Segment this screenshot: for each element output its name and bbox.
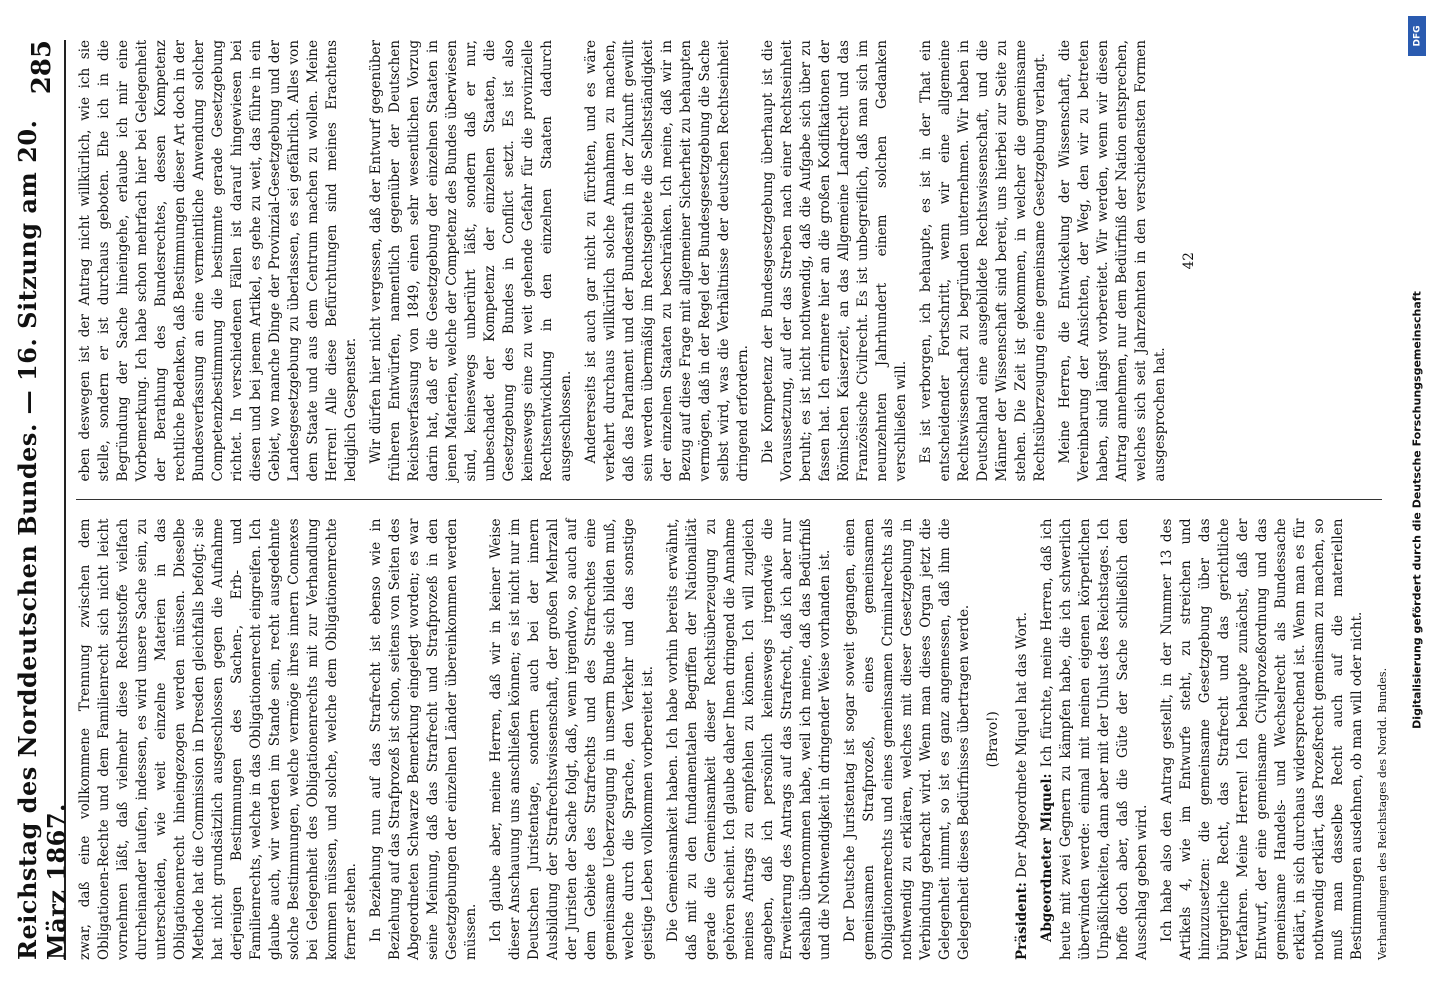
page-footer: Verhandlungen des Reichstages des Nordd. Bundes. <box>1376 667 1389 960</box>
speaker-label: Abgeordneter Miquel: <box>1039 773 1055 942</box>
session-title: 16. Sitzung am 20. März 1867. <box>13 119 71 960</box>
stamp-text-box <box>1408 70 1426 950</box>
header-separator: — <box>13 389 42 415</box>
applause-note: (Bravo!) <box>985 711 1001 768</box>
paragraph: In Beziehung nun auf das Strafrecht ist ebenso wie in Beziehung auf das Strafprozeß ist schon, seitens von Seiten des Abgeordneten Schwarze Bemerkung eingelegt worden; es war seine Meinung, daß das Strafrecht und Strafprozeß in den Gesetzgebungen der einzelnen Länder übereinkommen werden müssen. <box>368 518 479 960</box>
publication-title: Reichstag des Norddeutschen Bundes. <box>13 423 42 960</box>
paragraph: Meine Herren, die Entwickelung der Wissenschaft, die Vereinbarung der Ansichten, der Weg, den wir zu betreten haben, sind längst vorbereitet. Wir werden, wenn wir diesen Antrag annehmen, nur dem Bedürfniß der Nation entsprechen, welches sich seit Jahrzehnten in den verschiedensten Formen ausgesprochen hat. <box>1057 40 1168 482</box>
column-divider <box>76 500 1382 501</box>
paragraph: Wir dürfen hier nicht vergessen, daß der Entwurf gegenüber früheren Entwürfen, namentlich gegenüber der Deutschen Reichsverfassung von 1849, einen sehr wesentlichen Vorzug darin hat, daß er die Gesetzgebung der einzelnen Staaten in jenen Materien, welche der Competenz des Bundes überwiesen sind, keineswegs unberührt läßt, sondern daß er nur, unbeschadet der Kompetenz der einzelnen Staaten, die Gesetzgebung des Bundes in Conflict setzt. Es ist also keineswegs eine zu weit gehende Gefahr für die provinzielle Rechtsentwicklung in den einzelnen Staaten dadurch ausgeschlossen. <box>368 40 574 482</box>
miquel-line <box>1038 519 1152 961</box>
paragraph: Ich habe also den Antrag gestellt, in der Nummer 13 des Artikels 4, wie im Entwurfe steht, zu streichen und hinzuzusetzen: die gemeinsame Gesetzgebung über das bürgerliche Recht, das Strafrecht und das gerichtliche Verfahren. Meine Herren! Ich behaupte zunächst, daß der Entwurf, der eine gemeinsame Civilprozeßordnung und das gemeinsame Handels- und Wechselrecht als Bundessache erklärt, in sich durchaus widersprechend ist. Wenn man es für nothwendig erklärt, das Prozeßrecht gemeinsam zu machen, so muß man dasselbe Recht auch auf die materiellen Bestimmungen ausdehnen, ob man will oder nicht. <box>1159 518 1365 960</box>
left-column <box>76 518 1389 961</box>
text-columns <box>76 40 1389 960</box>
page-header <box>13 40 71 960</box>
president-line <box>1013 519 1032 961</box>
speaker-label: Präsident: <box>1014 882 1030 960</box>
speaker-text: Ich fürchte, meine Herren, daß ich heute mit zwei Gegnern zu kämpfen habe, die ich schwerlich überwinden werde: einmal mit meinen eigenen körperlichen Unpäßlichkeiten, dann aber mit der Unlust des Reichstages. Ich hoffe doch aber, daß die Güte der Sache schließlich den Ausschlag geben wird. <box>1039 518 1150 960</box>
paragraph: Andererseits ist auch gar nicht zu fürchten, und es wäre verkehrt durchaus willkürlich solche Annahmen zu machen, daß das Parlament und der Bundesrath in der Zukunft gewillt sein werden übermäßig im Rechtsgebiete die Selbstständigkeit der einzelnen Staaten zu beschränken. Ich meine, daß wir in Bezug auf diese Frage mit allgemeiner Sicherheit zu behaupten vermögen, daß in der Regel der Bundesgesetzgebung die Sache selbst wird, was die Verhältnisse der deutschen Rechtseinheit dringend erfordern. <box>583 40 751 482</box>
paragraph: Es ist verborgen, ich behaupte, es ist in der That ein entscheidender Fortschritt, wenn wir eine allgemeine Rechtswissenschaft zu begründen unternehmen. Wir haben in Deutschland eine ausgebildete Rechtswissenschaft, und die Männer der Wissenschaft sind bereit, uns hierbei zur Seite zu stehen. Die Zeit ist gekommen, in welcher die gemeinsame Rechtsüberzeugung eine gemeinsame Gesetzgebung verlangt. <box>918 40 1048 482</box>
dfg-logo-text: DFG <box>1412 25 1423 47</box>
folio-number: 42 <box>1181 252 1197 270</box>
speaker-text: Der Abgeordnete Miquel hat das Wort. <box>1014 611 1030 878</box>
paragraph: Die Kompetenz der Bundesgesetzgebung überhaupt ist die Voraussetzung, auf der das Streben nach einer Rechtseinheit beruht; es ist nicht nothwendig, daß die Aufgabe sich über zu fassen hat. Ich erinnere hier an die großen Kodifikationen der Römischen Kaiserzeit, an das Allgemeine Landrecht und das Französische Civilrecht. Es ist unbegreiflich, daß man sich im neunzehnten Jahrhundert einem solchen Gedanken verschließen will. <box>760 40 909 482</box>
dfg-logo <box>1408 16 1426 56</box>
paragraph: eben deswegen ist der Antrag nicht willkürlich, wie ich sie stelle, sondern er ist durchaus geboten. Ehe ich in die Begründung der Sache hineingehe, erlaube ich mir eine Vorbemerkung. Ich habe schon mehrfach hier bei Gelegenheit der Berathung des Bundesrechtes, dessen Kompetenz rechtliche Bedenken, daß Bestimmungen dieser Art doch in der Bundesverfassung an eine vermeintliche Anwendung solcher Competenzbestimmung die bestimmte gerade Gesetzgebung richtet. In verschiedenen Fällen ist darauf hingewiesen bei diesen und bei jenem Artikel, es gehe zu weit, das führe in ein Gebiet, wo manche Dinge der Provinzial-Gesetzgebung und der Landesgesetzgebung zu überlassen, es sei gefährlich. Alles von dem Staate und aus dem Centrum machen zu wollen. Meine Herren! Alle diese Befürchtungen sind meines Erachtens lediglich Gespenster. <box>77 40 359 482</box>
right-column <box>76 40 1382 482</box>
paragraph: Ich glaube aber, meine Herren, daß wir in keiner Weise dieser Anschauung uns anschließen können; es ist nicht nur im Deutschen Juristentage, sondern auch bei der innern Ausbildung der Strafrechtswissenschaft, der großen Mehrzahl der Juristen der Sache folgt, daß, wenn irgendwo, so auch auf dem Gebiete des Strafrechts und des Strafrechtes eine gemeinsame Ueberzeugung in unserm Bunde sich bilden muß, welche durch die Sprache, den Verkehr und das sonstige geistige Leben vollkommen vorbereitet ist. <box>488 518 656 960</box>
digitization-stamp <box>1408 10 1426 990</box>
stamp-text: Digitalisierung gefördert durch die Deutsche Forschungsgemeinschaft <box>1410 291 1424 729</box>
paragraph: Der Deutsche Juristentag ist sogar soweit gegangen, einen gemeinsamen Strafprozeß, eines gemeinsamen Obligationenrechts und eines gemeinsamen Criminalrechts als nothwendig zu erklären, welches mit dieser Gesetzgebung in Verbindung gebracht wird. Wenn man dieses Organ jetzt die Gelegenheit nimmt, so ist es ganz angemessen, daß ihm die Gelegenheit dieses Bedürfnisses übertragen werde. <box>842 518 972 960</box>
header-title <box>13 94 71 960</box>
paragraph: Die Gemeinsamkeit haben. Ich habe vorhin bereits erwähnt, daß mit zu den fundamentalen Begriffen der Nationalität gerade die Gemeinsamkeit dieser Rechtsüberzeugung zu gehören scheint. Ich glaube daher Ihnen dringend die Annahme meines Antrags zu empfehlen zu können. Ich will zugleich angeben, daß ich persönlich keineswegs irgendwie die Erweiterung des Antrags auf das Strafrecht, daß ich aber nur deshalb übernommen habe, weil ich meine, daß das Bedürfniß und die Nothwendigkeit in dringender Weise vorhanden ist. <box>665 518 833 960</box>
paragraph: zwar, daß eine vollkommene Trennung zwischen dem Obligationen-Rechte und dem Familienrecht sich nicht leicht vornehmen läßt, daß vielmehr diese Rechtsstoffe vielfach durcheinander laufen, indessen, es wird unsere Sache sein, zu unterscheiden, wie weit einzelne Materien in das Obligationenrecht hineingezogen werden müssen. Dieselbe Methode hat die Commission in Dresden gleichfalls befolgt; sie hat nicht grundsätzlich ausgeschlossen gegen die Aufnahme derjenigen Bestimmungen des Sachen-, Erb- und Familienrechts, welche in das Obligationenrecht eingreifen. Ich glaube auch, wir werden im Stande sein, recht ausgedehnte solche Bestimmungen, welche vermöge ihres innern Connexes bei Gelegenheit des Obligationenrechts mit zur Verhandlung kommen müssen, und solche, welche dem Obligationenrechte ferner stehen. <box>77 518 359 960</box>
page-number: 285 <box>27 40 57 95</box>
